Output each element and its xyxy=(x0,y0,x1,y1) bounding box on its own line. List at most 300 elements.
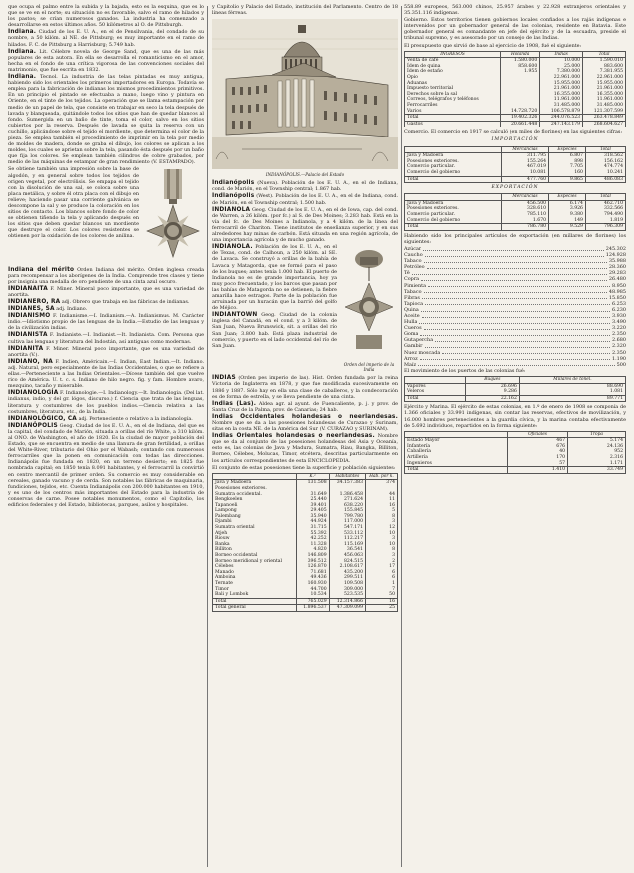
table-cell: 16.355.000 xyxy=(583,92,626,98)
article-value: 8.950 xyxy=(611,282,626,289)
table-cell: 155.264 xyxy=(501,159,548,165)
order-block xyxy=(212,244,398,375)
entry xyxy=(212,375,398,399)
table-cell: 10.534 xyxy=(296,592,329,598)
table-cell: 311.795 xyxy=(501,153,548,159)
table-cell: 5.174 xyxy=(568,438,626,444)
table-cell: 71.681 xyxy=(296,570,329,576)
table-cell: 55.392 xyxy=(296,531,329,537)
column-header: Total xyxy=(583,51,626,58)
table-cell: 2 xyxy=(366,559,398,565)
table-cell: 7.380.000 xyxy=(540,69,583,75)
table-cell: Estado Mayor xyxy=(405,438,508,444)
dot-leader xyxy=(435,337,610,342)
dot-leader xyxy=(424,289,607,294)
table-cell: 88.690 xyxy=(519,383,625,389)
table-cell: 31.649 xyxy=(296,492,329,498)
table-cell: 31.485.000 xyxy=(583,103,626,109)
table-row xyxy=(405,115,626,122)
dot-leader xyxy=(421,276,607,281)
dot-leader xyxy=(425,252,604,257)
table-cell: 106.578.879 xyxy=(540,109,583,115)
article-name: Fibras xyxy=(404,294,420,301)
table-cell: 6 xyxy=(366,575,398,581)
dot-leader xyxy=(420,331,610,336)
table-cell: 4.820 xyxy=(296,547,329,553)
table-cell: Total xyxy=(405,467,508,474)
table-cell: 34.157.383 xyxy=(329,480,365,486)
dot-leader xyxy=(424,258,607,263)
table-cell: 1.590.010 xyxy=(583,58,626,64)
entry-body: F. Indianisme.—I. Indianism.—A. Indianismus. M. Carácter indio.—Idiotismo propio de las lenguas de la India.—Estudio de las lenguas y de la civilización indias. xyxy=(8,313,204,332)
table-cell: Total xyxy=(405,176,502,183)
entry-body: y Capitolio y Palacio del Estado, institución del Parlamento. Centro de 18 líneas férreas. xyxy=(212,4,398,17)
table-cell: 22.961.000 xyxy=(540,75,583,81)
table-cell: 1.670 xyxy=(501,218,548,224)
dot-leader xyxy=(412,270,607,275)
table-header-row xyxy=(405,431,626,438)
table-cell: 952 xyxy=(568,449,626,455)
table-cell: Posesiones exteriores. xyxy=(405,206,502,212)
table-cell: Derechos sobre la sal xyxy=(405,92,501,98)
table-cell: 25.440 xyxy=(296,497,329,503)
article-name: Aceite xyxy=(404,313,420,319)
article-name: Cueros xyxy=(404,325,422,332)
ports-table xyxy=(404,376,626,402)
entry xyxy=(8,416,204,422)
article-name: Goma xyxy=(404,331,419,338)
table-cell: Ingenieros xyxy=(405,461,508,467)
article-name: Pimienta xyxy=(404,282,426,289)
entry-headword: INDIANOLÓGICO, CA xyxy=(8,415,77,422)
table-cell: 456.500 xyxy=(501,200,548,206)
table-cell: 799.780 xyxy=(329,514,365,520)
table-row xyxy=(213,605,398,612)
table-cell: Timor xyxy=(213,587,297,593)
figure-caption: INDIANÓPOLIS.—Palacio del Estado xyxy=(265,172,345,178)
table-cell: 1.386.458 xyxy=(329,492,365,498)
column-header: Especies xyxy=(549,194,586,201)
table-cell: Lampong xyxy=(213,508,297,514)
entry-body: (West). Población de los E. U. A., en el de Indiana, cond. de Marión, en el Township central; 1.500 hab. xyxy=(212,193,398,206)
table-cell: 467.019 xyxy=(501,164,548,170)
table-cell: 309.000 xyxy=(329,587,365,593)
entry xyxy=(8,286,204,298)
column-header: Total xyxy=(585,194,625,201)
entry-body: Habiendo sido los principales artículos de exportación (en millares de florines) los siguientes: xyxy=(404,232,626,245)
table-cell: 44.700 xyxy=(296,587,329,593)
table-cell: 1 xyxy=(366,581,398,587)
table-row xyxy=(213,598,398,605)
article-value: 6.230 xyxy=(611,306,626,313)
table-cell: 435.200 xyxy=(329,570,365,576)
entry-body: Geog. Ciudad de la colonia inglesa del Canadá, en el cond. y a 3 kilóm. de San Juan, Nueva Brunswick, sit. a orillas del río San Juan; 3.800 hab. Está plaza industrial de comercio, y puerto en el lado occidental del río de San Juan. xyxy=(212,312,338,349)
table-cell: 9.286 xyxy=(465,389,519,395)
table-cell: Java y Madoera xyxy=(213,480,297,486)
entry-headword: INDIANISTA xyxy=(8,332,48,339)
table-cell: 16.355.000 xyxy=(540,92,583,98)
entry-headword: INDIANOLA. xyxy=(212,244,253,251)
order-star-figure xyxy=(340,247,398,372)
entry-body: Ciudad de los E. U. A., en el de Pensilvania, del condado de su nombre, a 50 kilóm. al NE. de Pittsburg; es muy importante en el ramo de hilados. F. C. de Pittsburg a Harrisburg; 5.749 hab. xyxy=(8,29,204,48)
entry-headword: Indiana. xyxy=(8,29,37,36)
entry-body: 558.89 europeos, 563.000 chinos, 25.957 árabes y 22.928 extranjeros orientales y 35.351.116 indígenas. xyxy=(404,4,626,17)
table-cell: Veleros xyxy=(405,389,466,395)
entry xyxy=(212,180,398,192)
column-left xyxy=(8,4,204,869)
column-header xyxy=(405,146,502,153)
table-cell: 50 xyxy=(366,592,398,598)
article-value: 3.220 xyxy=(611,325,626,332)
table-cell: Caballería xyxy=(405,449,508,455)
table-cell: Billiton xyxy=(213,547,297,553)
column-rule xyxy=(207,6,208,867)
table-cell: 149 xyxy=(549,218,586,224)
dot-leader xyxy=(423,246,604,251)
table-cell: 24.136 xyxy=(568,444,626,450)
table-cell: 3 xyxy=(366,519,398,525)
entry xyxy=(8,332,204,344)
article-value: 3.930 xyxy=(611,313,626,319)
article-name: Tabaco xyxy=(404,288,422,295)
table-cell: 19.402.326 xyxy=(501,115,540,122)
column-header: Mercancías xyxy=(501,194,548,201)
table-caption: IMPORTACIÓN xyxy=(491,137,539,143)
entry-body: Aldea agr. al ayunt. de Fuencaliente, p. j. y prov. de Santa Cruz de la Palma, prov. de Canarias; 24 hab. xyxy=(212,400,398,413)
table-cell: 898 xyxy=(549,159,586,165)
table-cell: 39.401 xyxy=(296,503,329,509)
table-cell: 25 xyxy=(366,605,398,612)
column-header: K.² xyxy=(296,473,329,480)
article-value: 15.850 xyxy=(608,294,626,301)
table-cell: Borneo meridional y oriental xyxy=(213,559,297,565)
table-cell: 1.171 xyxy=(568,461,626,467)
article-name: Gutapercha xyxy=(404,337,434,344)
order-medal-figure xyxy=(142,169,204,263)
dot-leader xyxy=(442,350,610,355)
table-cell: 533.112 xyxy=(329,531,365,537)
table-cell: 271.624 xyxy=(329,497,365,503)
table-cell: Comercio del gobierno xyxy=(405,218,502,224)
budget-table xyxy=(404,51,626,128)
entry-headword: Indianópolis xyxy=(212,180,255,187)
entry-body: El conjunto de estas posesiones tiene la superficie y población siguientes: xyxy=(212,464,396,471)
entry xyxy=(212,193,398,205)
entry xyxy=(212,401,398,413)
table-cell: 824.515 xyxy=(329,559,365,565)
medal-star-icon xyxy=(142,169,204,261)
article-value: 124.928 xyxy=(605,252,626,259)
table-cell: 31.715 xyxy=(296,525,329,531)
table-cell: Aduanas xyxy=(405,81,501,87)
article-name: Petróleo xyxy=(404,264,425,271)
entry-headword: INDIANOLA xyxy=(212,206,251,213)
table-cell: 9.865 xyxy=(549,176,586,183)
export-articles-list xyxy=(404,246,626,368)
table-cell: 10 xyxy=(366,531,398,537)
article-value: 6.253 xyxy=(611,300,626,307)
column-middle xyxy=(212,4,398,869)
entry-headword: Indianópolis xyxy=(212,193,255,200)
table-cell: 2.316 xyxy=(568,455,626,461)
table-cell: 160.930 xyxy=(296,581,329,587)
table-cell: 31.485.000 xyxy=(540,103,583,109)
table-cell: Gastos xyxy=(405,121,501,127)
entry-body: Comercio. El comercio en 1917 se calculó (en miles de florines) en las siguientes cifras: xyxy=(404,129,623,136)
article-name: Copra xyxy=(404,276,420,283)
table-cell: 456.063 xyxy=(329,553,365,559)
entry-headword: Indias (Las). xyxy=(212,400,257,407)
table-cell: Comercio particular. xyxy=(405,164,502,170)
article-name: Quina xyxy=(404,306,419,313)
table-cell: 477.760 xyxy=(501,176,548,183)
table-cell: Total xyxy=(405,395,466,402)
table-cell: 1.580.000 xyxy=(501,58,540,64)
table-cell: 1.896.537 xyxy=(296,605,329,612)
table-cell: 785.110 xyxy=(501,212,548,218)
table-cell: 36.541 xyxy=(329,547,365,553)
table-cell: Ídem de estaño xyxy=(405,69,501,75)
entry-body: El movimiento de los puertos de las colonias fué: xyxy=(404,367,526,374)
article-value: 2.350 xyxy=(611,349,626,356)
capitol-building-icon xyxy=(212,19,398,169)
table-cell: 8 xyxy=(366,514,398,520)
table-cell: Riouw xyxy=(213,536,297,542)
table-cell: Ferrocarriles xyxy=(405,103,501,109)
entry-body: Se obtiene también una impresión sobre la base de algodón, y en general sobre todos los tejidos de origen vegetal, por electrólisis. Se empapa el tejido con la disolución de una sal, se coloca sobre una placa metálica, y sobre él otra placa con el dibujo en relieve; haciendo pasar una corriente galvánica se descompone la sal y se produce la coloración en los sitios de contacto. Los blancos sobre fondo de color se obtienen tiñendo la tela y aplicando después en los sitios que deben quedar blancos un mordiente que destruye el color. Los colores resistentes se obtienen por la oxidación de los colores de anilina. xyxy=(8,166,139,240)
table-cell: 22.961.000 xyxy=(583,75,626,81)
table-cell: 160 xyxy=(549,170,586,176)
table-cell: Sumatra occidental. xyxy=(213,492,297,498)
army-table xyxy=(404,431,626,474)
dot-leader xyxy=(420,356,610,361)
column-header xyxy=(213,473,297,480)
entry-headword: Indias Occidentales holandesas o neerlandesas. xyxy=(212,413,398,420)
entry-body: Ejército y Marina. El ejército de estas colonias, en 1.º de enero de 1908 se componía de 1.366 oficiales y 33.991 indígenas, sin contar las reservas, efectivos de movilización, y 16.000 hombres pertenecientes a la guardia cívica, y la marina contaba efectivamente de 5.692 individuos, repartidos en la forma siguiente: xyxy=(404,404,626,429)
dot-leader xyxy=(427,264,607,269)
table-cell: 117.000 xyxy=(329,519,365,525)
table-cell: Borneo occidental xyxy=(213,553,297,559)
table-cell: 121.307.599 xyxy=(583,109,626,115)
article-value: 3.490 xyxy=(611,319,626,326)
entry-headword: INDIANAITA xyxy=(8,285,48,292)
table-cell: 547.171 xyxy=(329,525,365,531)
article-value: 500 xyxy=(616,361,626,368)
table-cell: 16 xyxy=(366,503,398,509)
table-cell: 35.940 xyxy=(296,514,329,520)
table-cell: 2.108.617 xyxy=(329,564,365,570)
table-cell: 170 xyxy=(507,455,567,461)
column-header: Mercancías xyxy=(501,146,548,153)
figure-caption: Orden del imperio de la India xyxy=(343,362,395,373)
table-cell: Célebes xyxy=(213,564,297,570)
export-table xyxy=(404,193,626,231)
table-header-row xyxy=(213,473,398,480)
article-name: Arroz xyxy=(404,355,418,362)
table-cell: 89.771 xyxy=(519,395,625,402)
entry-headword: Indiana. xyxy=(8,74,37,81)
article-value: 2.350 xyxy=(611,331,626,338)
article-name: Maíz xyxy=(404,361,417,368)
table-cell: 263.478.849 xyxy=(583,115,626,122)
article-value: 29.283 xyxy=(608,270,626,277)
table-cell: Java y Madoera xyxy=(405,153,502,159)
table-cell: 112.217 xyxy=(329,536,365,542)
order-badge-icon xyxy=(340,247,398,359)
column-header: Habitantes xyxy=(329,473,365,480)
table-cell: Infantería xyxy=(405,444,508,450)
table-cell: 467 xyxy=(507,438,567,444)
table-cell: 7 xyxy=(366,587,398,593)
article-value: 26.480 xyxy=(608,276,626,283)
entry-headword: INDIAS xyxy=(212,375,236,382)
column-header: Indias xyxy=(540,51,583,58)
entry-body: (Orden pes imperio de las). Hist. Orden fundada por la reina Victoria de Inglaterra en 1878, y que fue modificada sucesivamente en 1886 y 1887. Sólo hay en ella una clase de caballeros, y la condecoración es de forma de estrella, y se lleva pendiente de una cinta. xyxy=(212,375,398,400)
table-row xyxy=(405,176,626,183)
column-right xyxy=(404,4,626,869)
entry-headword: INDIANTOWN xyxy=(212,312,258,319)
entry xyxy=(8,29,204,47)
column-header: Tropa xyxy=(568,431,626,438)
table-cell: 7.381.955 xyxy=(583,69,626,75)
entry xyxy=(8,313,204,331)
entry-body: adj. Perteneciente o relativo a la indianología. xyxy=(78,415,193,422)
article-name: Hulla xyxy=(404,319,418,326)
table-cell: 10 xyxy=(366,542,398,548)
table-cell: Manado xyxy=(213,570,297,576)
table-cell: 332.566 xyxy=(585,206,625,212)
table-header-row xyxy=(405,146,626,153)
entry-headword: INDIANO, NA xyxy=(8,358,53,365)
table-cell: Vapores xyxy=(405,383,466,389)
table-cell: 42.252 xyxy=(296,536,329,542)
article-name: Gambir xyxy=(404,343,423,350)
article-name: Tabaco xyxy=(404,258,422,265)
table-cell: Banka xyxy=(213,542,297,548)
table-cell: 318.562 xyxy=(585,153,625,159)
entry-body: Nombre que se da a las posesiones holandesas de Curazao y Surinam, sitas en la costa NE. de la América del Sur (V. CURAZAO y SURINAM). xyxy=(212,419,398,433)
table-cell: 676 xyxy=(507,444,567,450)
table-cell: Comercio particular. xyxy=(405,212,502,218)
table-cell: 858.600 xyxy=(501,64,540,70)
dot-leader xyxy=(422,313,610,318)
column-header xyxy=(405,431,508,438)
table-cell: 15.955.000 xyxy=(583,81,626,87)
table-cell: Amboina xyxy=(213,575,297,581)
table-header-row xyxy=(405,194,626,201)
table-cell: 12 xyxy=(366,525,398,531)
table-cell: 21.961.000 xyxy=(540,86,583,92)
table-cell: 486.083 xyxy=(585,176,625,183)
entry-body: Geog. Ciudad de los E. U. A., en el de Indiana, del que es la capital, del condado de Marión, situada a orillas del río White, a 310 kilóm. al ONO. de Washington, el año de 1820. Es la ciudad de mayor población del Estado, que se encuentra en medio de una llanura de gran fertilidad, a orillas del White-River, tributario del Ohio por el Wabash; contando con numerosos ferrocarriles que la ponen en comunicación con todas las direcciones. Indianápolis fue fundada en 1820, en un terreno desierto; en 1825 fue nombrada capital; en 1850 tenía 8.091 habitantes, y el ferrocarril la convirtió en centro mercantil de primer orden. Su comercio es muy considerable en cereales, ganado vacuno y de cerda. Son notables las fábricas de maquinaria, fundiciones, tejidos, etc. Cuenta Indianápolis con 200.000 habitantes en 1910, y es uno de los centros más importantes del Estado para la industria de conservas de carne. Posee notables monumentos, como el Capitolio, los edificios federales y del Estado, bibliotecas, parques, asilos y hospitales. xyxy=(8,422,204,508)
table-cell: 44.924 xyxy=(296,519,329,525)
entry-body: F. Miner. Mineral poco importante, que es una variedad de anortita. xyxy=(8,285,204,298)
article-value: 2.680 xyxy=(611,337,626,344)
table-cell: Bali y Lombok xyxy=(213,592,297,598)
table-cell: 15.955.000 xyxy=(540,81,583,87)
table-cell: 126.870 xyxy=(296,564,329,570)
table-cell: 638.220 xyxy=(329,503,365,509)
table-header-row xyxy=(405,376,626,383)
entry xyxy=(8,267,204,285)
entry-headword: INDIANITA xyxy=(8,345,44,352)
table-cell: Posesiones exteriores. xyxy=(405,159,502,165)
table-cell: 146.809 xyxy=(296,553,329,559)
column-header xyxy=(405,376,466,383)
table-cell: 244.076.523 xyxy=(540,115,583,122)
table-cell: Djambi xyxy=(213,519,297,525)
table-cell: 786.780 xyxy=(501,224,548,231)
table-cell: Correos, telégrafos y teléfonos xyxy=(405,97,501,103)
table-cell: Venta de café xyxy=(405,58,501,64)
dot-leader xyxy=(424,325,610,330)
column-header: Especies xyxy=(549,146,586,153)
table-cell: 12.314.866 xyxy=(329,598,365,605)
table-cell: Total xyxy=(405,115,501,122)
table-cell: 156.162 xyxy=(585,159,625,165)
article-value: 245.302 xyxy=(605,245,626,252)
table-row xyxy=(405,224,626,231)
table-cell: 1.955 xyxy=(501,69,540,75)
table-cell: 10.000 xyxy=(540,58,583,64)
table-cell: Palembang xyxy=(213,514,297,520)
dot-leader xyxy=(422,295,607,300)
table-cell: 765.029 xyxy=(296,598,329,605)
table-cell: 523.535 xyxy=(329,592,365,598)
table-cell: 20.661.448 xyxy=(501,121,540,127)
article-name: Caucho xyxy=(404,252,423,259)
table-cell: Impuesto territorial xyxy=(405,86,501,92)
table-cell: Sumatra oriental xyxy=(213,525,297,531)
table-cell: Artillería xyxy=(405,455,508,461)
entry-headword: INDIANERO, RA xyxy=(8,299,61,305)
table-cell: Total xyxy=(405,224,502,231)
table-cell: 3 xyxy=(366,536,398,542)
column-header: Hab. por k. xyxy=(366,473,398,480)
table-cell: 396.512 xyxy=(296,559,329,565)
table-cell: Bengkoelen xyxy=(213,497,297,503)
import-table xyxy=(404,146,626,184)
entry xyxy=(212,433,398,463)
table-cell: 14.728.720 xyxy=(501,109,540,115)
table-cell: 328.610 xyxy=(501,206,548,212)
column-header: Oficiales xyxy=(507,431,567,438)
article-value: 2.320 xyxy=(611,343,626,350)
entry-body: adj. Indiano. xyxy=(56,306,88,313)
entry xyxy=(8,306,204,312)
article-value: 1.190 xyxy=(611,355,626,362)
entry xyxy=(8,74,204,165)
entry-headword: INDIANES, SA xyxy=(8,306,55,313)
table-cell: 29.405 xyxy=(296,508,329,514)
article-value: 28.360 xyxy=(608,264,626,271)
table-cell: 374 xyxy=(366,480,398,486)
table-row xyxy=(405,121,626,127)
table-cell: 7.705 xyxy=(549,164,586,170)
entry xyxy=(212,207,398,244)
population-table xyxy=(212,473,398,612)
table-cell: 57 xyxy=(507,461,567,467)
entry xyxy=(8,299,204,305)
table-cell: 11 xyxy=(366,497,398,503)
table-cell: 3 xyxy=(366,553,398,559)
table-cell: 26.696 xyxy=(465,383,519,389)
dot-leader xyxy=(428,283,610,288)
table-cell: 9.529 xyxy=(549,224,586,231)
column-header: INGRESOS xyxy=(405,51,501,58)
dot-leader xyxy=(421,307,610,312)
table-cell: Total general xyxy=(213,605,297,612)
